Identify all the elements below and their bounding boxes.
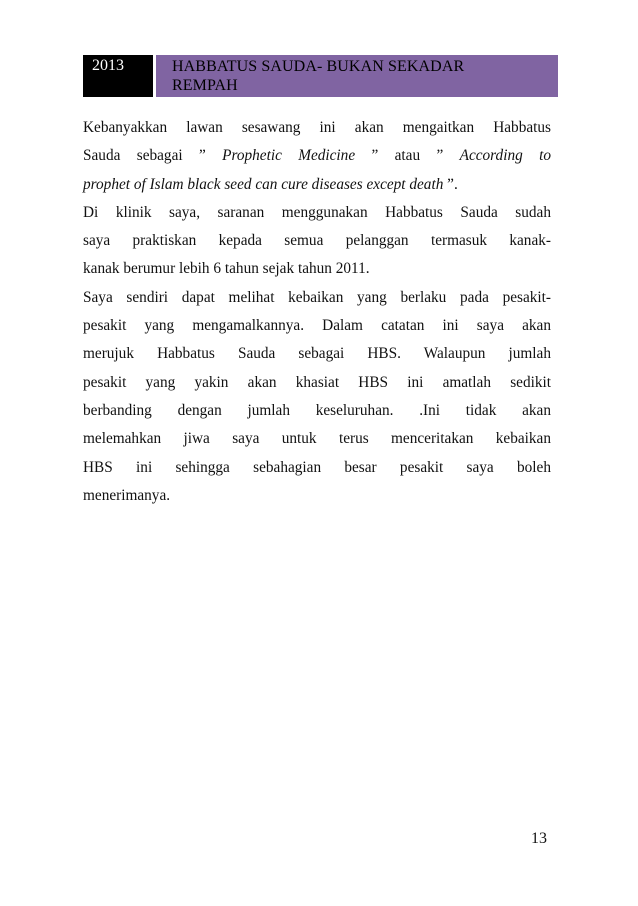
paragraph-3-line-3: merujuk Habbatus Sauda sebagai HBS. Walaupun jumlah bbox=[83, 345, 551, 363]
page-header bbox=[83, 55, 558, 97]
paragraph-3-line-1: Saya sendiri dapat melihat kebaikan yang berlaku pada pesakit- bbox=[83, 288, 551, 306]
paragraph-1-line-2 bbox=[83, 142, 551, 170]
paragraph-3-line-6: melemahkan jiwa saya untuk terus menceritakan kebaikan bbox=[83, 430, 551, 448]
text-segment: ” atau ” bbox=[355, 147, 460, 165]
body-text bbox=[83, 114, 551, 510]
page-number: 13 bbox=[531, 830, 547, 847]
paragraph-2-line-2: saya praktiskan kepada semua pelanggan termasuk kanak- bbox=[83, 232, 551, 250]
header-title bbox=[156, 55, 558, 97]
paragraph-3-line-4: pesakit yang yakin akan khasiat HBS ini amatlah sedikit bbox=[83, 373, 551, 391]
text-segment: ”. bbox=[443, 175, 458, 193]
paragraph-1-line-3 bbox=[83, 171, 551, 199]
paragraph-3-line-7: HBS ini sehingga sebahagian besar pesakit saya boleh bbox=[83, 458, 551, 476]
header-title-line-2: REMPAH bbox=[172, 77, 238, 94]
italic-phrase-according-to: According to bbox=[459, 147, 551, 165]
paragraph-3-line-5: berbanding dengan jumlah keseluruhan. .Ini tidak akan bbox=[83, 401, 551, 419]
paragraph-2-line-3: kanak berumur lebih 6 tahun sejak tahun 2011. bbox=[83, 260, 370, 278]
paragraph-1-line-1: Kebanyakkan lawan sesawang ini akan mengaitkan Habbatus bbox=[83, 119, 551, 136]
italic-quote: prophet of Islam black seed can cure diseases except death bbox=[83, 175, 444, 193]
header-year: 2013 bbox=[83, 55, 153, 97]
paragraph-3-line-2: pesakit yang mengamalkannya. Dalam catatan ini saya akan bbox=[83, 317, 551, 335]
paragraph-3-line-8: menerimanya. bbox=[83, 486, 171, 504]
paragraph-2-line-1: Di klinik saya, saranan menggunakan Habbatus Sauda sudah bbox=[83, 203, 551, 221]
text-segment: Sauda sebagai ” bbox=[83, 147, 223, 165]
italic-phrase-prophetic-medicine: Prophetic Medicine bbox=[222, 147, 356, 165]
header-title-line-1: HABBATUS SAUDA- BUKAN SEKADAR bbox=[172, 58, 465, 75]
